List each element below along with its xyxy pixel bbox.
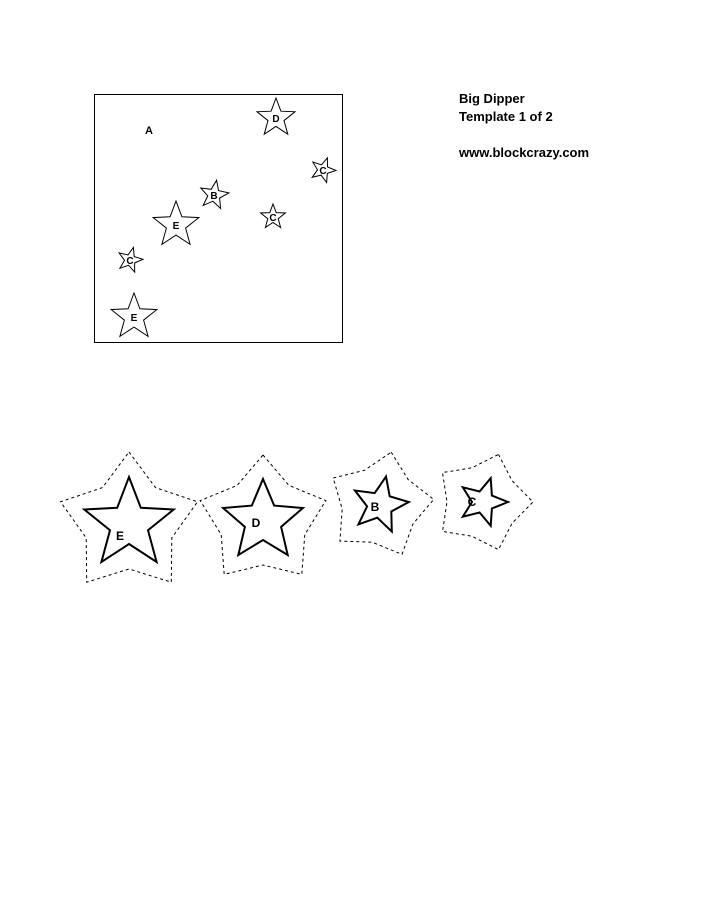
layout-star-label: E bbox=[130, 313, 138, 324]
layout-star-label: C bbox=[269, 213, 277, 224]
template-star-label: E bbox=[115, 529, 125, 543]
layout-star-label: C bbox=[319, 166, 327, 177]
page-title: Big Dipper bbox=[459, 91, 525, 106]
layout-star-label: B bbox=[210, 191, 218, 202]
layout-star-label: E bbox=[172, 221, 180, 232]
template-star-label: D bbox=[251, 516, 261, 530]
template-star-label: C bbox=[467, 495, 477, 509]
template-pieces bbox=[61, 452, 534, 582]
page-subtitle: Template 1 of 2 bbox=[459, 109, 553, 124]
template-star-label: B bbox=[370, 500, 380, 514]
background-label-A: A bbox=[145, 125, 153, 137]
layout-star-label: C bbox=[126, 256, 134, 267]
website-link[interactable]: www.blockcrazy.com bbox=[459, 145, 590, 160]
layout-star-label: D bbox=[272, 114, 280, 125]
